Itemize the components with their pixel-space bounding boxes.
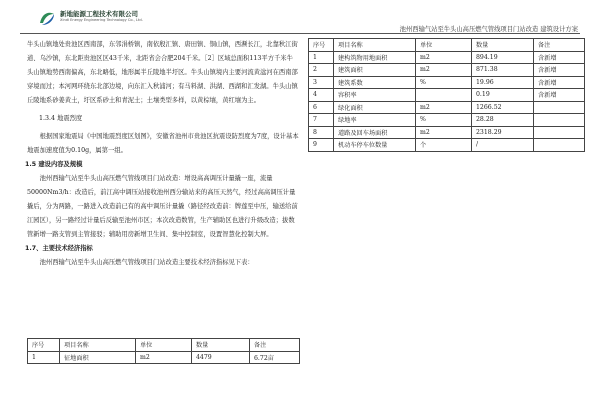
table-cell: m2 [416,126,472,139]
table-cell [534,101,585,114]
company-logo-icon [37,8,57,28]
company-name-en: Xindi Energy Engineering Technology Co., Ltd. [60,18,143,22]
table-header-row [309,39,585,52]
table-cell: 含新增 [534,64,585,77]
table-header-cell: 单位 [136,339,192,352]
table-cell: % [416,114,472,127]
table-cell: 8 [309,126,334,139]
table-row [309,64,585,77]
table-header-cell: 项目名称 [334,39,416,52]
table-cell: / [472,139,534,152]
table-cell: 建筑系数 [334,76,416,89]
table-cell [416,89,472,102]
table-row [309,51,585,64]
paragraph-location: 牛头山镇地处贵池区西南部，东邻涓桥镇，南依殷汇镇、唐田镇、铜山镇，西濒长江，北靠秋江街道、乌沙镇，东北距贵池区区43千米，北距省会合肥204千米。［2］区域总面积113平方千米牛头山镇地势西南偏高，东北略低，地形属半丘陵地半圩区。牛头山镇境内主要河流黄湓河在西南部穿境而过；本河网环绕东北部边境，向东汇入秋浦河；有马料湖、洪湖、西湖和汇发湖。牛头山镇丘陵地系砂姜黄土，圩区系砂土和青泥土；土壤类型多样，以黄棕壤，黄红壤为主。 [27,41,298,104]
table-cell: 1 [28,351,60,364]
table-cell: 3 [309,76,334,89]
table-header-cell: 序号 [309,39,334,52]
table-row [309,139,585,152]
table-cell: 28.28 [472,114,534,127]
document-title: 池州西输气站至牛头山高压燃气管线项目门站改造 建筑设计方案 [399,26,578,33]
table-cell: 9 [309,139,334,152]
section-heading-seismic: 1.3.4 地震烈度 [39,115,83,122]
table-cell: 机动车停车位数量 [334,139,416,152]
table-row [28,351,300,364]
table-cell: 2318.29 [472,126,534,139]
section-heading-indicators: 1.7、主要技术经济指标 [25,245,93,252]
table-cell: 建构筑物用地面积 [334,51,416,64]
page-header [0,0,600,34]
table-cell [534,126,585,139]
table-cell: 6.72亩 [250,351,300,364]
table-row [309,101,585,114]
table-cell: 2 [309,64,334,77]
table-cell: 6 [309,101,334,114]
table-cell: 含新增 [534,89,585,102]
table-cell: 含新增 [534,51,585,64]
table-cell: 1 [309,51,334,64]
table-header-cell: 数量 [472,39,534,52]
table-cell: 1266.52 [472,101,534,114]
table-cell: 4479 [192,351,250,364]
table-header-cell: 备注 [250,339,300,352]
table-row [309,76,585,89]
table-header-cell: 序号 [28,339,60,352]
table-cell [534,139,585,152]
table-header-cell: 单位 [416,39,472,52]
table-row [309,126,585,139]
table-cell: 871.38 [472,64,534,77]
table-header-cell: 备注 [534,39,585,52]
table-cell [534,114,585,127]
table-cell: 道路及回车场面积 [334,126,416,139]
table-cell: m2 [416,64,472,77]
company-name: 新地能源工程技术有限公司 [60,10,138,18]
table-row [309,89,585,102]
table-cell: 7 [309,114,334,127]
table-header-cell: 项目名称 [60,339,136,352]
paragraph-construction: 池州西输气站至牛头山高压燃气管线项目门站改造：增设高高调压计量撬一座，流量50000Nm3/h：改造后，前江高中调压站接收池州西分输站来的高压天然气，经过高高调压计量撬后，分为两路，一路进入改造前已有的高中调压计量撬（路径经改造前：牌莲至中压，输送给前江园区），另一路经过计量后反输至池州市区；本次改造数管，生产辅助区也进行升级改造；拔数管新增一路支管到主管接驳；辅助用房新增卫生间、集中控制室，设置智慧化控制大屏。 [27,175,298,238]
table-cell: 含新增 [534,76,585,89]
table-cell: % [416,76,472,89]
table-cell: 征地面积 [60,351,136,364]
table-cell: 0.19 [472,89,534,102]
table-header-row [28,339,300,352]
table-cell: 19.96 [472,76,534,89]
table-cell: 绿化面积 [334,101,416,114]
paragraph-seismic: 根据国家地震局《中国地震烈度区划图》，安徽省池州市贵池区抗震设防烈度为7度，设计基本地震加速度值为0.10g，属第一组。 [27,133,299,154]
land-table [27,338,300,364]
table-cell: 建筑面积 [334,64,416,77]
indicators-table [308,38,585,152]
table-cell: m2 [416,51,472,64]
table-header-cell: 数量 [192,339,250,352]
main-text-column [27,38,299,270]
table-row [309,114,585,127]
section-heading-construction: 1.5 建设内容及规模 [25,161,83,168]
table-cell: 个 [416,139,472,152]
paragraph-indicators-intro: 池州西输气站至牛头山高压燃气管线项目门站改造主要技术经济指标见下表： [39,259,254,266]
table-cell: m2 [136,351,192,364]
table-cell: m2 [416,101,472,114]
table-cell: 绿地率 [334,114,416,127]
table-cell: 4 [309,89,334,102]
table-cell: 894.19 [472,51,534,64]
header-divider [20,33,580,34]
table-cell: 容积率 [334,89,416,102]
